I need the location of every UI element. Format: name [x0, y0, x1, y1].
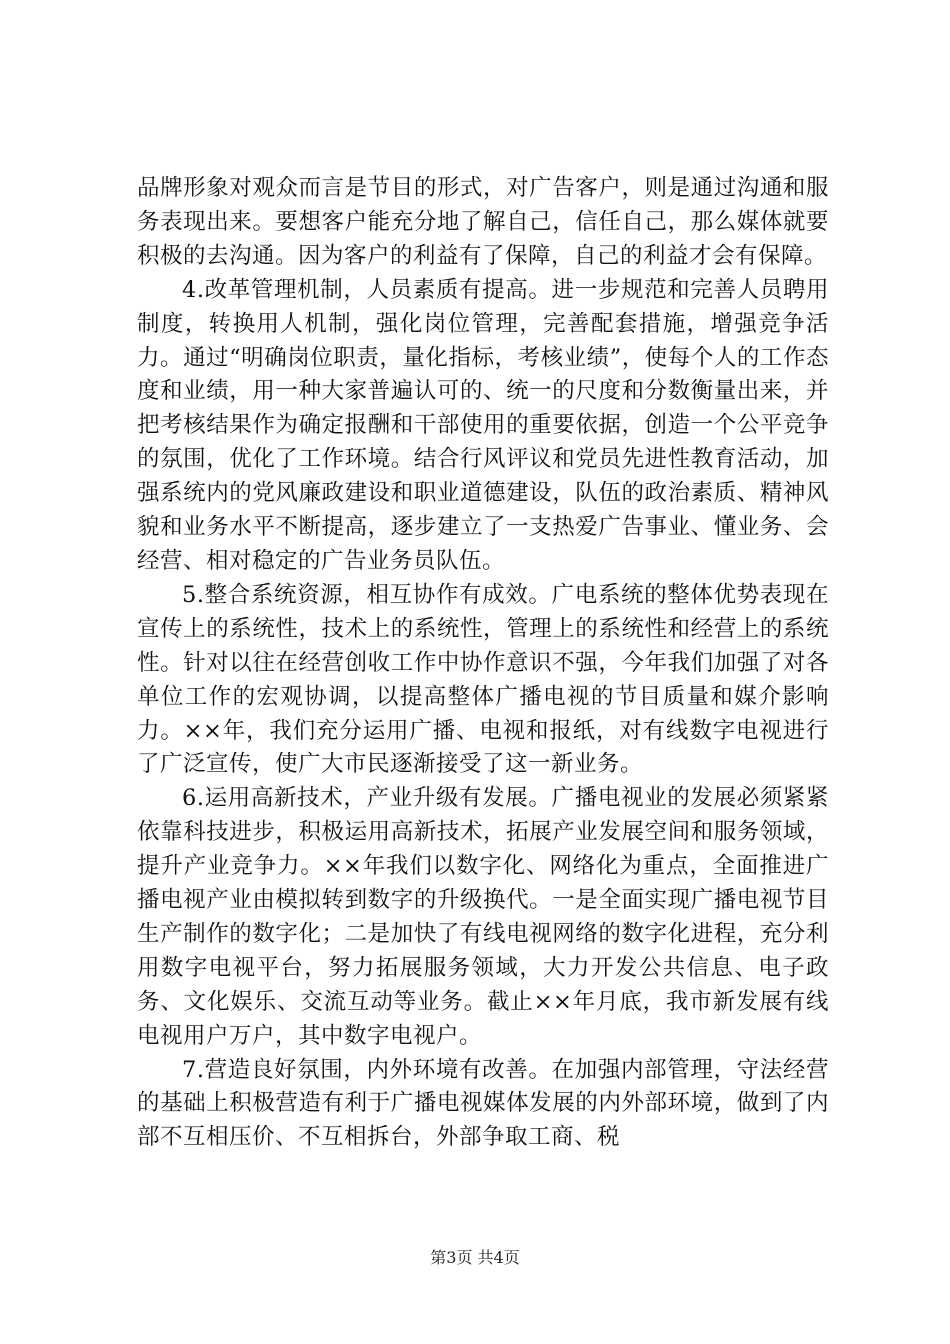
- page-footer: 第3页 共4页: [430, 1248, 520, 1267]
- paragraph-item-7: 7.营造良好氛围，内外环境有改善。在加强内部管理，守法经营的基础上积极营造有利于广播电视媒体发展的内外部环境，做到了内部不互相压价、不互相拆台，外部争取工商、税: [137, 1056, 829, 1151]
- paragraph-item-5: 5.整合系统资源，相互协作有成效。广电系统的整体优势表现在宣传上的系统性，技术上的系统性，管理上的系统性和经营上的系统性。针对以往在经营创收工作中协作意识不强，今年我们加强了对各单位工作的宏观协调，以提高整体广播电视的节目质量和媒介影响力。××年，我们充分运用广播、电视和报纸，对有线数字电视进行了广泛宣传，使广大市民逐渐接受了这一新业务。: [137, 581, 829, 778]
- paragraph-item-6: 6.运用高新技术，产业升级有发展。广播电视业的发展必须紧紧依靠科技进步，积极运用高新技术，拓展产业发展空间和服务领域，提升产业竞争力。××年我们以数字化、网络化为重点，全面推进广播电视产业由模拟转到数字的升级换代。一是全面实现广播电视节目生产制作的数字化；二是加快了有线电视网络的数字化进程，充分利用数字电视平台，努力拓展服务领域，大力开发公共信息、电子政务、文化娱乐、交流互动等业务。截止××年月底，我市新发展有线电视用户万户，其中数字电视户。: [137, 785, 829, 1049]
- paragraph-item-4: 4.改革管理机制，人员素质有提高。进一步规范和完善人员聘用制度，转换用人机制，强化岗位管理，完善配套措施，增强竞争活力。通过“明确岗位职责，量化指标，考核业绩”，使每个人的工作态度和业绩，用一种大家普遍认可的、统一的尺度和分数衡量出来，并把考核结果作为确定报酬和干部使用的重要依据，创造一个公平竞争的氛围，优化了工作环境。结合行风评议和党员先进性教育活动，加强系统内的党风廉政建设和职业道德建设，队伍的政治素质、精神风貌和业务水平不断提高，逐步建立了一支热爱广告事业、懂业务、会经营、相对稳定的广告业务员队伍。: [137, 276, 829, 574]
- paragraph-continuation: 品牌形象对观众而言是节目的形式，对广告客户，则是通过沟通和服务表现出来。要想客户能充分地了解自己，信任自己，那么媒体就要积极的去沟通。因为客户的利益有了保障，自己的利益才会有保障。: [137, 175, 829, 269]
- body-text: [137, 172, 829, 1155]
